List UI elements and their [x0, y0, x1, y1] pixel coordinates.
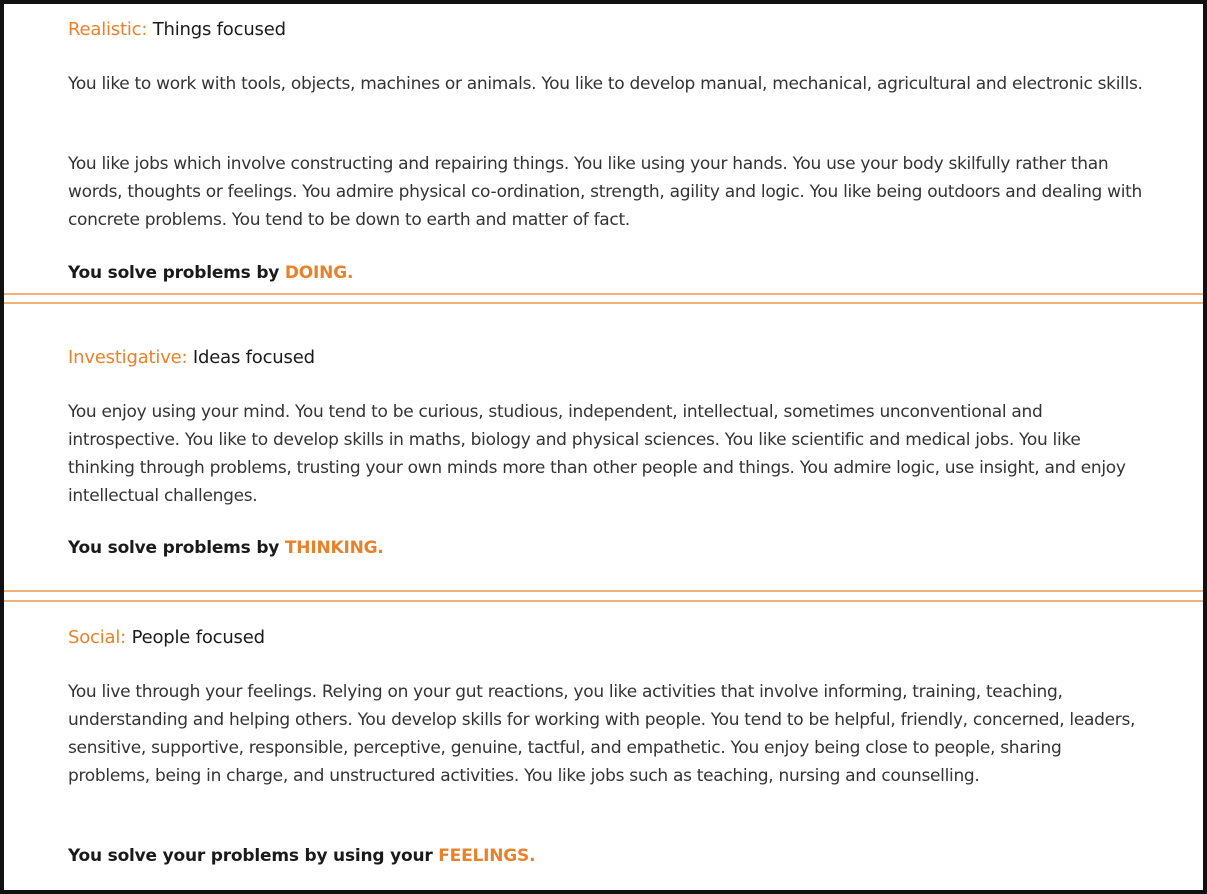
section-focus: Ideas focused [192, 347, 315, 368]
solve-prefix: You solve problems by [68, 263, 280, 283]
section-paragraph: You enjoy using your mind. You tend to be curious, studious, independent, intellectual, sometimes unconventional and introspective. You like to develop skills in maths, biology and physical sciences. You like scientific and medical jobs. You like thinking through problems, trusting your own minds more than other people and things. You admire logic, use insight, and enjoy intellectual challenges. [68, 402, 1126, 506]
section-heading [68, 18, 286, 42]
section-label: Realistic: [68, 19, 148, 40]
solve-prefix: You solve problems by [68, 538, 280, 558]
section-focus: Things focused [152, 19, 286, 40]
section-heading [68, 626, 265, 650]
section-divider [4, 302, 1203, 304]
solve-statement [68, 261, 353, 285]
solve-keyword: DOING. [284, 263, 354, 283]
section-paragraph: You like to work with tools, objects, machines or animals. You like to develop manual, mechanical, agricultural and electronic skills. [68, 74, 1143, 94]
solve-statement [68, 844, 535, 868]
solve-keyword: THINKING. [284, 538, 384, 558]
section-heading [68, 346, 315, 370]
section-paragraph: You like jobs which involve constructing and repairing things. You like using your hands. You use your body skilfully rather than words, thoughts or feelings. You admire physical co-ordination, strength, agility and logic. You like being outdoors and dealing with concrete problems. You tend to be down to earth and matter of fact. [68, 154, 1142, 230]
section-label: Social: [68, 627, 127, 648]
section-focus: People focused [131, 627, 265, 648]
section-divider [4, 600, 1203, 602]
section-social [4, 604, 1203, 894]
section-investigative [4, 306, 1203, 593]
solve-statement [68, 536, 384, 560]
solve-prefix: You solve your problems by using your [68, 846, 433, 866]
section-label: Investigative: [68, 347, 188, 368]
solve-keyword: FEELINGS. [438, 846, 536, 866]
section-realistic [4, 4, 1203, 294]
section-paragraph: You live through your feelings. Relying on your gut reactions, you like activities that involve informing, training, teaching, understanding and helping others. You develop skills for working with people. You tend to be helpful, friendly, concerned, leaders, sensitive, supportive, responsible, perceptive, genuine, tactful, and empathetic. You enjoy being close to people, sharing problems, being in charge, and unstructured activities. You like jobs such as teaching, nursing and counselling. [68, 682, 1136, 786]
